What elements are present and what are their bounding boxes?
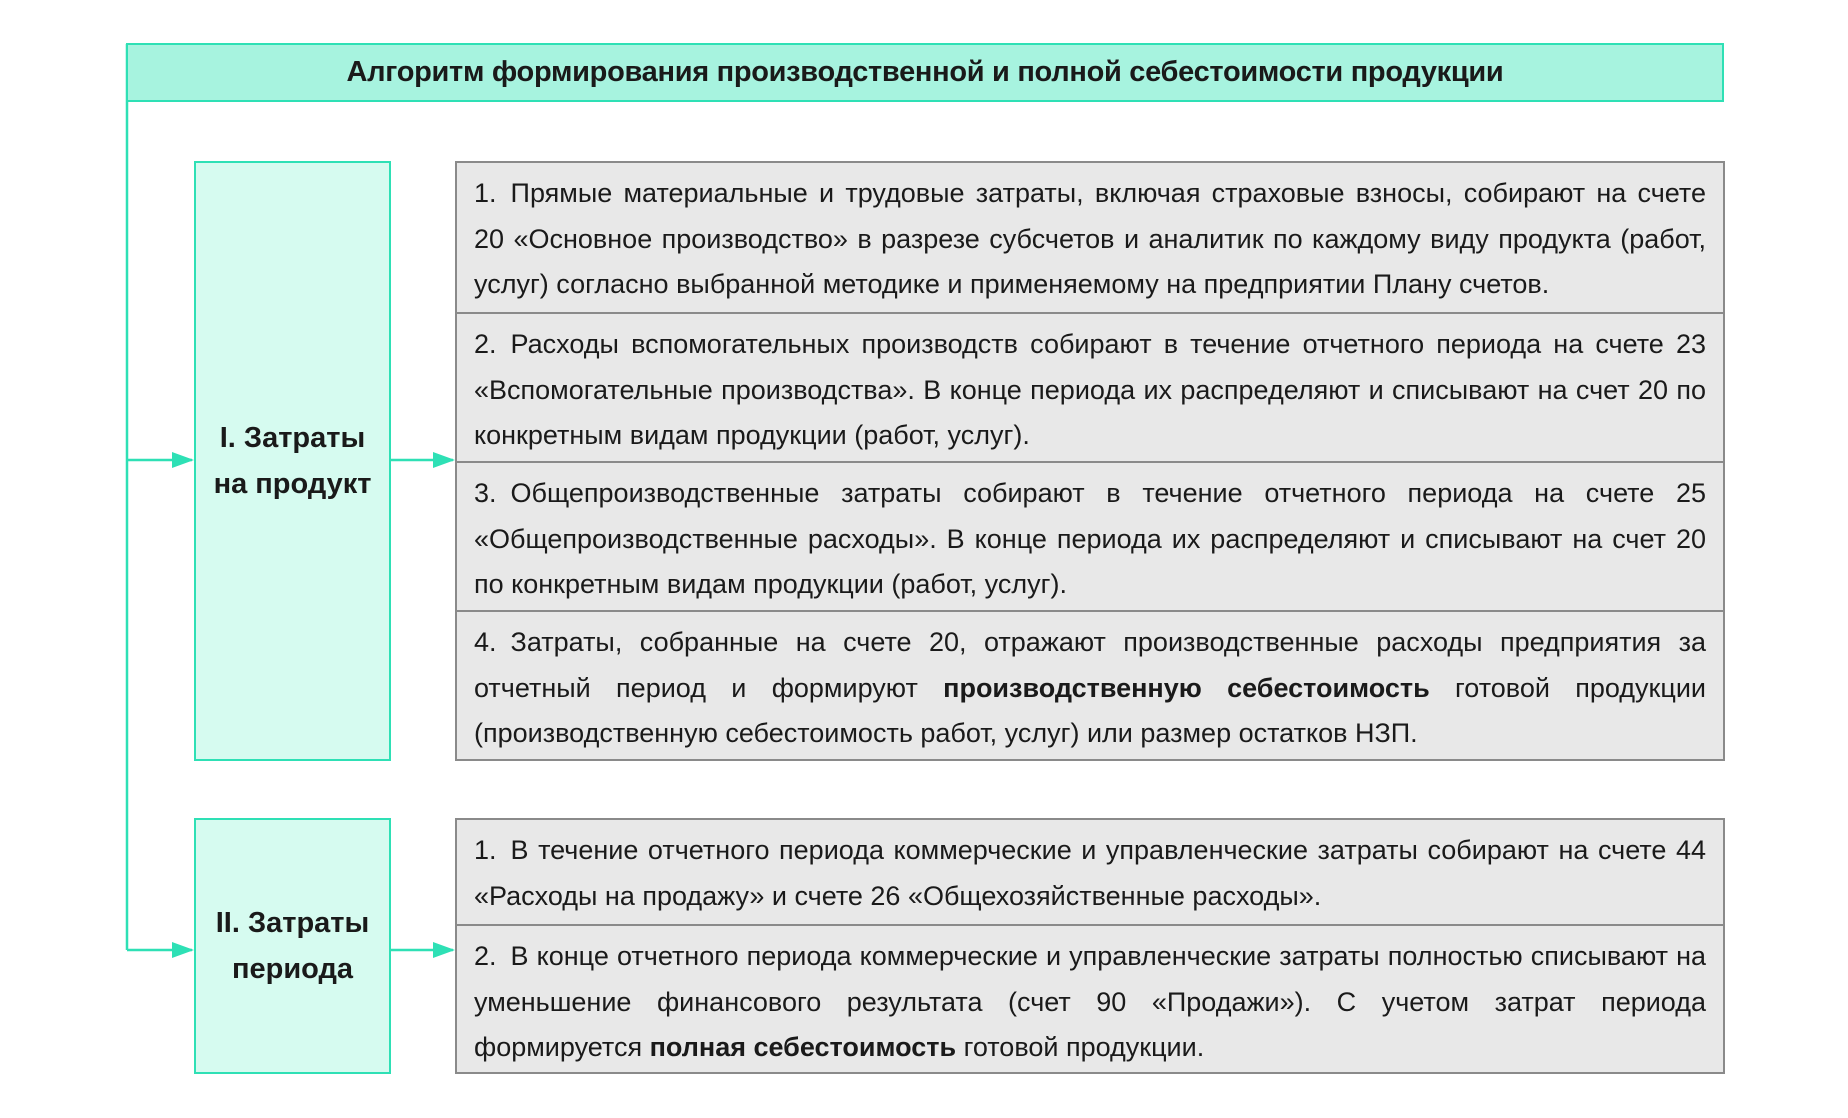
step-item: [457, 312, 1723, 461]
step-text-emphasis: производственную себестоимость: [943, 672, 1430, 703]
category-label-line2: периода: [231, 953, 354, 985]
category-period-costs: [194, 818, 391, 1074]
step-text: В течение отчетного периода коммерческие и управленческие затраты собирают на счете 44 «Расходы на продажу» и счете 26 «Общехозяйственные расходы».: [474, 835, 1706, 911]
step-number: 1.: [474, 835, 497, 865]
step-item: [457, 610, 1723, 759]
period-costs-steps: [455, 818, 1725, 1074]
step-text: готовой продукции (производственную себестоимость работ, услуг) или размер остатков НЗП.: [474, 672, 1706, 748]
step-number: 4.: [474, 627, 497, 657]
step-number: 1.: [474, 178, 497, 208]
step-item: [457, 461, 1723, 610]
category-label-line2: на продукт: [213, 468, 372, 500]
step-text: Затраты, собранные на счете 20, отражают производственные расходы предприятия за отчетный период и формируют: [474, 627, 1706, 703]
step-number: 2.: [474, 941, 497, 971]
step-text: Расходы вспомогательных производств собирают в течение отчетного периода на счете 23 «Вспомогательные производства». В конце периода их распределяют и списывают на счет 20 по конкретным видам продукции (работ, услуг).: [474, 329, 1706, 450]
category-product-costs: [194, 161, 391, 761]
step-item: [457, 163, 1723, 312]
step-text: готовой продукции.: [956, 1032, 1205, 1062]
step-item: [457, 924, 1723, 1072]
step-text: Прямые материальные и трудовые затраты, включая страховые взносы, собирают на счете 20 «Основное производство» в разрезе субсчетов и аналитик по каждому виду продукта (работ, услуг) согласно выбранной методике и применяемому на предприятии Плану счетов.: [474, 178, 1706, 299]
step-text: Общепроизводственные затраты собирают в течение отчетного периода на счете 25 «Общепроизводственные расходы». В конце периода их распределяют и списывают на счет 20 по конкретным видам продукции (работ, услуг).: [474, 478, 1706, 599]
step-text-emphasis: полная себестоимость: [649, 1032, 957, 1062]
step-number: 3.: [474, 478, 497, 508]
product-costs-steps: [455, 161, 1725, 761]
category-label-line1: II. Затраты: [215, 907, 370, 939]
step-number: 2.: [474, 329, 497, 359]
category-label-line1: I. Затраты: [219, 422, 366, 454]
step-item: [457, 820, 1723, 924]
diagram-title: Алгоритм формирования производственной и полной себестоимости продукции: [126, 43, 1724, 102]
step-text: В конце отчетного периода коммерческие и управленческие затраты полностью списывают на уменьшение финансового результата (счет 90 «Продажи»). С учетом затрат периода формируется: [474, 941, 1706, 1062]
